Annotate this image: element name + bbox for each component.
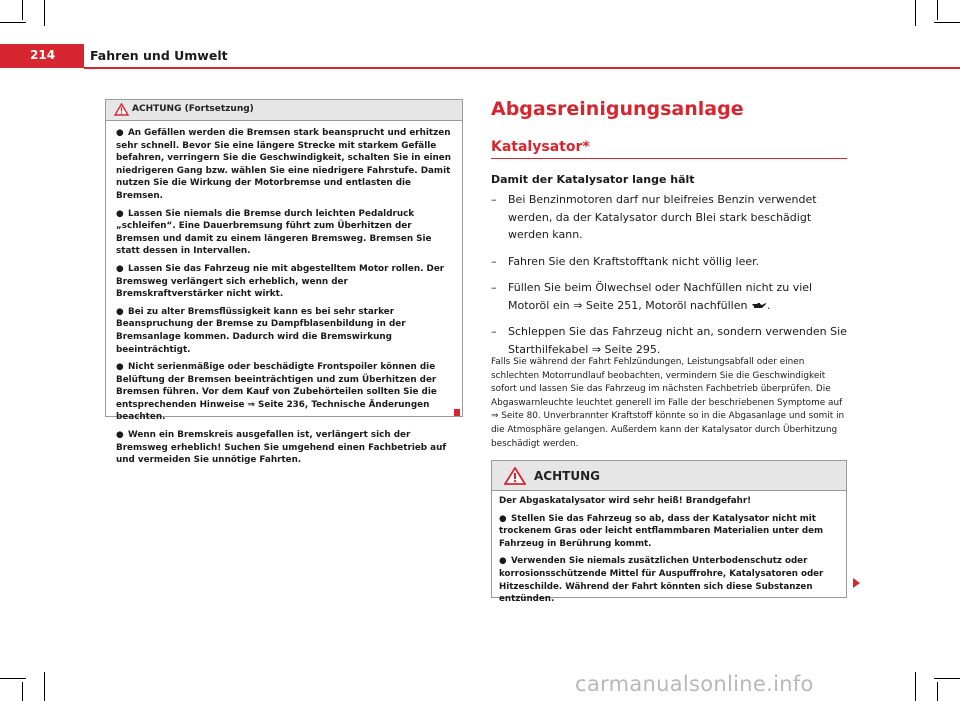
warning-item-text: An Gefällen werden die Bremsen stark beansprucht und erhitzen sehr schnell. Bevor Sie eine längere Strecke mit starkem Gefälle befahren, verringern Sie die Geschwindigkeit, schalten Sie in einen niedrigeren Gang bzw. wählen Sie eine niedrigere Fahrstufe. Damit nutzen Sie die Wirkung der Motorbremse und entlasten die Bremsen.	[116, 128, 452, 201]
list-item	[491, 191, 849, 244]
subsection-rule	[491, 158, 847, 159]
warning-item-text: Wenn ein Bremskreis ausgefallen ist, verlängert sich der Bremsweg erheblich! Suchen Sie umgehend einen Fachbetrieb auf und vermeiden Sie unnötige Fahrten.	[116, 430, 447, 466]
warning-item	[116, 361, 458, 424]
warning-box-continued	[105, 99, 463, 466]
warning-item	[499, 555, 842, 605]
warning-title: ACHTUNG (Fortsetzung)	[132, 104, 254, 114]
list-item-period: .	[766, 298, 771, 312]
bullet: ●	[116, 306, 124, 317]
warning-body	[106, 121, 462, 467]
crop-mark	[22, 0, 23, 20]
list-dash: –	[491, 193, 497, 206]
watermark: carmanualsonline.info	[575, 672, 814, 696]
section-heading: Abgasreinigungsanlage	[491, 98, 744, 120]
header-rule	[84, 67, 960, 69]
bullet: ●	[116, 430, 124, 441]
crop-mark	[0, 678, 26, 679]
warning-item	[116, 306, 458, 356]
list-item	[491, 253, 849, 271]
warning-item-text: Lassen Sie niemals die Bremse durch leichten Pedaldruck „schleifen“. Eine Dauerbremsung führt zum Überhitzen der Bremsen und damit zu einem längeren Bremsweg. Bremsen Sie statt dessen in Intervallen.	[116, 208, 432, 257]
crop-mark	[22, 682, 23, 701]
subsection-heading: Katalysator*	[491, 139, 590, 155]
crop-mark	[937, 682, 938, 701]
list-dash: –	[491, 254, 497, 268]
crop-mark	[44, 672, 45, 701]
warning-item-text: Stellen Sie das Fahrzeug so ab, dass der Katalysator nicht mit trockenem Gras oder leicht entflammbaren Materialien unter dem Fahrzeug in Berührung kommt.	[499, 513, 824, 549]
end-of-section-marker	[454, 409, 460, 416]
crop-mark	[44, 0, 45, 26]
crop-mark	[0, 22, 26, 23]
warning-item-text: Verwenden Sie niemals zusätzlichen Unterbodenschutz oder korrosionsschützende Mittel für Auspuffrohre, Katalysatoren oder Hitzeschilde. Während der Fahrt könnten sich diese Substanzen entzünden.	[499, 556, 824, 605]
crop-mark	[915, 0, 916, 26]
body-paragraph: Falls Sie während der Fahrt Fehlzündungen, Leistungsabfall oder einen schlechten Motorrundlauf beobachten, vermindern Sie die Geschwindigkeit sofort und lassen Sie das Fahrzeug im nächsten Fachbetrieb überprüfen. Die Abgaswarnleuchte leuchtet generell im Falle der beschriebenen Symptome auf ⇒ Seite 80. Unverbrannter Kraftstoff könnte so in die Abgasanlage und somit in die Atmosphäre gelangen. Außerdem kann der Katalysator durch Überhitzung beschädigt werden.	[491, 357, 845, 449]
warning-item-text: Nicht serienmäßige oder beschädigte Frontspoiler können die Belüftung der Bremsen beeinträchtigen und zum Überhitzen der Bremsen führen. Vor dem Kauf von Zubehörteilen sollten Sie die entsprechenden Hinweise ⇒ Seite 236, Technische Änderungen beachten.	[116, 362, 437, 423]
crop-mark	[915, 672, 916, 701]
warning-item	[116, 429, 458, 467]
warning-item	[116, 208, 458, 258]
page-number-box	[0, 44, 84, 68]
bullet: ●	[499, 513, 507, 524]
crop-mark	[934, 22, 960, 23]
bullet: ●	[116, 208, 124, 219]
list-item	[491, 323, 849, 358]
warning-title: ACHTUNG	[534, 469, 600, 483]
warning-lead: Der Abgaskatalysator wird sehr heiß! Brandgefahr!	[499, 496, 752, 506]
warning-item-text: Bei zu alter Bremsflüssigkeit kann es bei sehr starker Beanspruchung der Bremse zu Dampfblasenbildung in der Bremsanlage kommen. Dadurch wird die Bremswirkung beeinträchtigt.	[116, 306, 406, 355]
bullet: ●	[116, 362, 124, 373]
bullet: ●	[116, 263, 124, 274]
list-dash: –	[491, 281, 497, 294]
list-item-text: Fahren Sie den Kraftstofftank nicht völlig leer.	[508, 254, 760, 268]
warning-box	[491, 460, 847, 605]
warning-body	[492, 491, 846, 606]
bullet: ●	[116, 128, 124, 138]
continue-arrow-icon	[852, 577, 861, 589]
warning-triangle-icon	[504, 467, 526, 485]
warning-item	[499, 513, 842, 551]
crop-mark	[937, 0, 938, 20]
oil-can-icon	[751, 301, 767, 310]
crop-mark	[934, 678, 960, 679]
page-number: 214	[30, 48, 56, 62]
list-dash: –	[491, 325, 497, 338]
list-item-text: Schleppen Sie das Fahrzeug nicht an, sondern verwenden Sie Starthilfekabel ⇒ Seite 295.	[508, 325, 847, 356]
warning-box-header	[106, 100, 462, 121]
list-item	[491, 279, 849, 314]
list-item-text: Bei Benzinmotoren darf nur bleifreies Benzin verwendet werden, da der Katalysator durch Blei stark beschädigt werden kann.	[508, 193, 817, 241]
warning-item-text: Lassen Sie das Fahrzeug nie mit abgestelltem Motor rollen. Der Bremsweg verlängert sich erheblich, wenn der Bremskraftverstärker nicht wirkt.	[116, 263, 445, 300]
chapter-title: Fahren und Umwelt	[90, 48, 228, 63]
list-item-text: Füllen Sie beim Ölwechsel oder Nachfüllen nicht zu viel Motoröl ein ⇒ Seite 251, Motoröl nachfüllen	[508, 281, 813, 312]
warning-item	[116, 263, 458, 301]
topic-title: Damit der Katalysator lange hält	[491, 173, 695, 186]
warning-item	[116, 127, 458, 203]
bullet: ●	[499, 556, 507, 567]
warning-box-header	[492, 461, 846, 491]
warning-triangle-icon	[114, 103, 129, 116]
instruction-list	[491, 191, 849, 367]
